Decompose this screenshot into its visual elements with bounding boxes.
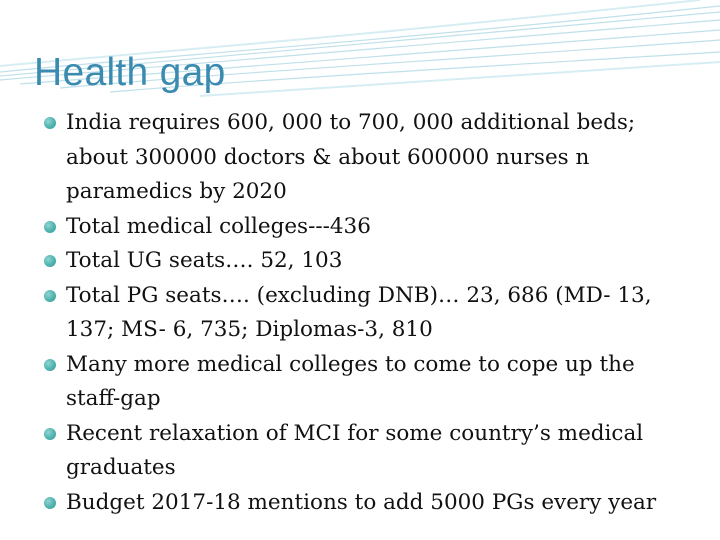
bullet-item [44,279,684,348]
bullet-dot-icon [44,428,56,440]
bullet-item [44,106,684,210]
bullet-text: Total medical colleges---436 [66,213,371,239]
bullet-dot-icon [44,290,56,302]
bullet-dot-icon [44,221,56,233]
bullet-dot-icon [44,255,56,267]
bullet-item [44,486,684,521]
bullet-text: Total PG seats…. (excluding DNB)… 23, 686 (MD- 13, 137; MS- 6, 735; Diplomas-3, 810 [66,282,652,342]
bullet-dot-icon [44,359,56,371]
bullet-item [44,417,684,486]
bullet-item [44,244,684,279]
bullet-text: Many more medical colleges to come to cope up the staff-gap [66,351,635,411]
bullet-dot-icon [44,497,56,509]
bullet-item [44,348,684,417]
bullet-item [44,210,684,245]
slide-title: Health gap [34,51,226,94]
bullet-text: Total UG seats…. 52, 103 [66,248,343,273]
bullet-dot-icon [44,117,56,129]
bullet-list [44,106,684,520]
bullet-text: India requires 600, 000 to 700, 000 additional beds; about 300000 doctors & about 600000 nurses n paramedics by 2020 [66,110,636,204]
bullet-text: Recent relaxation of MCI for some country’s medical graduates [66,420,644,480]
bullet-text: Budget 2017-18 mentions to add 5000 PGs every year [66,489,657,515]
